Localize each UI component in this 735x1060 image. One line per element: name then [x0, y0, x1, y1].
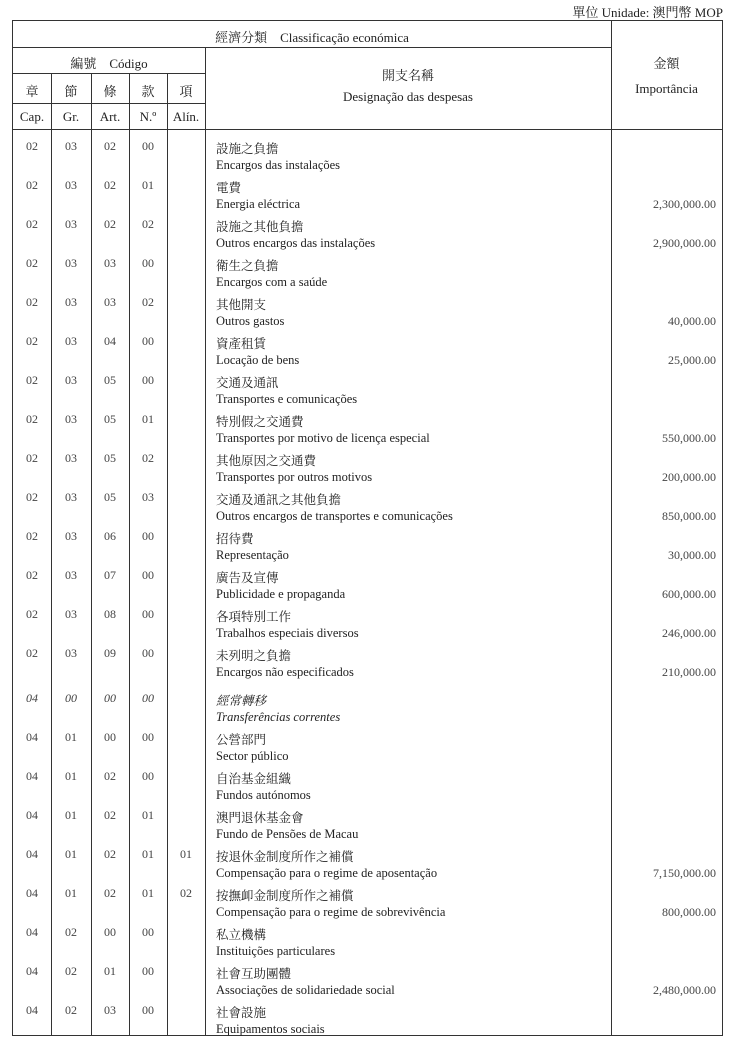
- amount-cell: 7,150,000.00: [653, 866, 716, 880]
- col-header-gr-pt: Gr.: [62, 109, 80, 124]
- n-cell: 00: [142, 1003, 154, 1017]
- designation-zh: 其他原因之交通費: [216, 454, 317, 468]
- designation-zh: 未列明之負擔: [216, 649, 292, 663]
- designation-pt: Outros encargos de transportes e comunicações: [216, 509, 453, 523]
- amount-cell: 246,000.00: [662, 626, 716, 640]
- art-cell: 09: [104, 646, 116, 660]
- amount-cell: 2,480,000.00: [653, 983, 716, 997]
- amount-cell: 550,000.00: [662, 431, 716, 445]
- cap-cell: 02: [26, 139, 38, 153]
- designation-pt: Fundo de Pensões de Macau: [216, 827, 359, 841]
- designation-header-pt: Designação das despesas: [343, 89, 473, 104]
- n-cell: 00: [142, 730, 154, 744]
- cap-cell: 02: [26, 373, 38, 387]
- col-header-cap-zh: 章: [25, 84, 39, 99]
- designation-zh: 交通及通訊之其他負擔: [216, 493, 342, 507]
- gr-cell: 03: [65, 139, 77, 153]
- art-cell: 05: [104, 373, 116, 387]
- art-cell: 03: [104, 295, 116, 309]
- gr-cell: 03: [65, 334, 77, 348]
- amount-cell: 40,000.00: [668, 314, 716, 328]
- n-cell: 00: [142, 568, 154, 582]
- designation-zh: 公營部門: [216, 733, 267, 747]
- gr-cell: 03: [65, 451, 77, 465]
- col-header-cap-pt: Cap.: [19, 109, 45, 124]
- gr-cell: 03: [65, 490, 77, 504]
- designation-zh: 資產租賃: [216, 337, 267, 351]
- cap-cell: 04: [26, 964, 38, 978]
- n-cell: 03: [142, 490, 154, 504]
- art-cell: 02: [104, 139, 116, 153]
- designation-zh: 社會互助團體: [216, 967, 292, 981]
- gr-cell: 01: [65, 769, 77, 783]
- designation-pt: Transferências correntes: [216, 710, 341, 724]
- amount-cell: 25,000.00: [668, 353, 716, 367]
- gr-cell: 02: [65, 964, 77, 978]
- n-cell: 01: [142, 178, 154, 192]
- cap-cell: 02: [26, 568, 38, 582]
- gr-cell: 02: [65, 1003, 77, 1017]
- art-cell: 02: [104, 808, 116, 822]
- n-cell: 01: [142, 886, 154, 900]
- art-cell: 01: [104, 964, 116, 978]
- n-cell: 02: [142, 451, 154, 465]
- gr-cell: 03: [65, 607, 77, 621]
- gr-cell: 03: [65, 178, 77, 192]
- n-cell: 00: [142, 139, 154, 153]
- cap-cell: 02: [26, 607, 38, 621]
- designation-pt: Transportes e comunicações: [216, 392, 358, 406]
- cap-cell: 04: [26, 886, 38, 900]
- designation-pt: Sector público: [216, 749, 289, 763]
- unit-label: 單位 Unidade: 澳門幣 MOP: [572, 5, 723, 20]
- codigo-header: 編號 Código: [70, 56, 148, 71]
- gr-cell: 03: [65, 373, 77, 387]
- designation-pt: Encargos não especificados: [216, 665, 354, 679]
- column-rule: [205, 47, 206, 1035]
- alin-cell: 02: [180, 886, 192, 900]
- designation-pt: Encargos das instalações: [216, 158, 341, 172]
- art-cell: 08: [104, 607, 116, 621]
- gr-cell: 01: [65, 730, 77, 744]
- cap-cell: 02: [26, 646, 38, 660]
- art-cell: 05: [104, 451, 116, 465]
- designation-zh: 私立機構: [216, 928, 267, 942]
- gr-cell: 00: [65, 691, 77, 705]
- header-rule: [13, 47, 611, 48]
- designation-pt: Energia eléctrica: [216, 197, 301, 211]
- designation-pt: Transportes por motivo de licença especial: [216, 431, 430, 445]
- cap-cell: 04: [26, 769, 38, 783]
- gr-cell: 03: [65, 529, 77, 543]
- art-cell: 05: [104, 490, 116, 504]
- designation-pt: Representação: [216, 548, 289, 562]
- art-cell: 00: [104, 925, 116, 939]
- designation-zh: 經常轉移: [216, 694, 267, 708]
- amount-cell: 2,300,000.00: [653, 197, 716, 211]
- cap-cell: 02: [26, 490, 38, 504]
- n-cell: 01: [142, 847, 154, 861]
- n-cell: 00: [142, 769, 154, 783]
- amount-header-pt: Importância: [635, 81, 698, 96]
- art-cell: 02: [104, 217, 116, 231]
- designation-zh: 設施之負擔: [216, 142, 279, 156]
- designation-pt: Encargos com a saúde: [216, 275, 328, 289]
- amount-cell: 850,000.00: [662, 509, 716, 523]
- designation-zh: 特別假之交通費: [216, 415, 304, 429]
- designation-pt: Instituições particulares: [216, 944, 336, 958]
- gr-cell: 03: [65, 568, 77, 582]
- cap-cell: 02: [26, 217, 38, 231]
- designation-pt: Outros gastos: [216, 314, 285, 328]
- art-cell: 02: [104, 886, 116, 900]
- n-cell: 01: [142, 808, 154, 822]
- art-cell: 00: [104, 691, 116, 705]
- designation-pt: Outros encargos das instalações: [216, 236, 376, 250]
- designation-zh: 按撫卹金制度所作之補償: [216, 889, 354, 903]
- cap-cell: 02: [26, 451, 38, 465]
- col-header-alin-pt: Alín.: [172, 109, 200, 124]
- designation-pt: Fundos autónomos: [216, 788, 311, 802]
- art-cell: 03: [104, 256, 116, 270]
- designation-zh: 招待費: [216, 532, 254, 546]
- amount-cell: 800,000.00: [662, 905, 716, 919]
- n-cell: 00: [142, 646, 154, 660]
- cap-cell: 04: [26, 691, 38, 705]
- designation-zh: 設施之其他負擔: [216, 220, 304, 234]
- art-cell: 04: [104, 334, 116, 348]
- gr-cell: 03: [65, 412, 77, 426]
- amount-cell: 2,900,000.00: [653, 236, 716, 250]
- n-cell: 00: [142, 925, 154, 939]
- designation-pt: Associações de solidariedade social: [216, 983, 395, 997]
- art-cell: 05: [104, 412, 116, 426]
- header-rule: [13, 73, 205, 74]
- n-cell: 00: [142, 373, 154, 387]
- designation-zh: 社會設施: [216, 1006, 267, 1020]
- col-header-alin-zh: 項: [179, 84, 193, 99]
- designation-zh: 電費: [216, 181, 242, 195]
- n-cell: 00: [142, 529, 154, 543]
- designation-header-zh: 開支名稱: [381, 68, 434, 83]
- designation-zh: 交通及通訊: [216, 376, 279, 390]
- art-cell: 02: [104, 847, 116, 861]
- amount-cell: 600,000.00: [662, 587, 716, 601]
- col-header-n-pt: N.º: [139, 109, 157, 124]
- gr-cell: 02: [65, 925, 77, 939]
- n-cell: 02: [142, 217, 154, 231]
- column-rule: [611, 21, 612, 1035]
- cap-cell: 02: [26, 178, 38, 192]
- designation-pt: Publicidade e propaganda: [216, 587, 346, 601]
- n-cell: 00: [142, 964, 154, 978]
- gr-cell: 03: [65, 256, 77, 270]
- header-rule: [13, 129, 722, 130]
- designation-pt: Compensação para o regime de aposentação: [216, 866, 438, 880]
- col-header-gr-zh: 節: [64, 84, 78, 99]
- designation-pt: Compensação para o regime de sobrevivência: [216, 905, 446, 919]
- art-cell: 02: [104, 178, 116, 192]
- cap-cell: 02: [26, 529, 38, 543]
- cap-cell: 04: [26, 730, 38, 744]
- art-cell: 00: [104, 730, 116, 744]
- n-cell: 00: [142, 691, 154, 705]
- gr-cell: 03: [65, 217, 77, 231]
- amount-header-zh: 金額: [653, 56, 680, 71]
- gr-cell: 03: [65, 295, 77, 309]
- amount-cell: 210,000.00: [662, 665, 716, 679]
- cap-cell: 02: [26, 334, 38, 348]
- art-cell: 06: [104, 529, 116, 543]
- designation-zh: 澳門退休基金會: [216, 811, 304, 825]
- cap-cell: 02: [26, 256, 38, 270]
- designation-zh: 各項特別工作: [216, 610, 292, 624]
- designation-pt: Locação de bens: [216, 353, 300, 367]
- gr-cell: 01: [65, 808, 77, 822]
- cap-cell: 02: [26, 295, 38, 309]
- cap-cell: 04: [26, 925, 38, 939]
- n-cell: 01: [142, 412, 154, 426]
- designation-pt: Equipamentos sociais: [216, 1022, 325, 1036]
- classification-header: 經濟分類 Classificação económica: [215, 30, 409, 45]
- designation-zh: 自治基金組織: [216, 772, 292, 786]
- gr-cell: 03: [65, 646, 77, 660]
- designation-zh: 按退休金制度所作之補償: [216, 850, 354, 864]
- n-cell: 02: [142, 295, 154, 309]
- designation-pt: Trabalhos especiais diversos: [216, 626, 359, 640]
- cap-cell: 04: [26, 1003, 38, 1017]
- col-header-art-zh: 條: [103, 84, 117, 99]
- art-cell: 07: [104, 568, 116, 582]
- alin-cell: 01: [180, 847, 192, 861]
- cap-cell: 04: [26, 808, 38, 822]
- cap-cell: 04: [26, 847, 38, 861]
- art-cell: 02: [104, 769, 116, 783]
- n-cell: 00: [142, 256, 154, 270]
- gr-cell: 01: [65, 847, 77, 861]
- designation-pt: Transportes por outros motivos: [216, 470, 373, 484]
- col-header-art-pt: Art.: [99, 109, 121, 124]
- amount-cell: 200,000.00: [662, 470, 716, 484]
- art-cell: 03: [104, 1003, 116, 1017]
- budget-table: [12, 20, 723, 1036]
- col-header-n-zh: 款: [141, 84, 155, 99]
- cap-cell: 02: [26, 412, 38, 426]
- header-rule: [13, 103, 205, 104]
- amount-cell: 30,000.00: [668, 548, 716, 562]
- designation-zh: 其他開支: [216, 298, 267, 312]
- n-cell: 00: [142, 334, 154, 348]
- designation-zh: 廣告及宣傳: [216, 571, 279, 585]
- n-cell: 00: [142, 607, 154, 621]
- designation-zh: 衛生之負擔: [216, 259, 279, 273]
- gr-cell: 01: [65, 886, 77, 900]
